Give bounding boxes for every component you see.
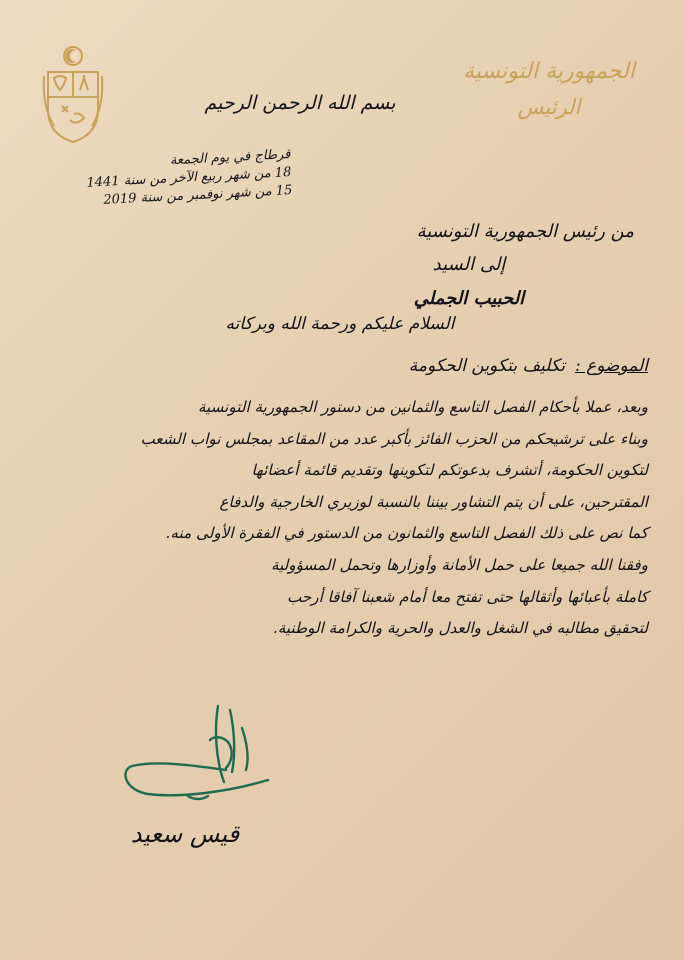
body-line: المقترحين، على أن يتم التشاور بيننا بالنسبة لوزيري الخارجية والدفاع	[219, 492, 648, 511]
subject-label: الموضوع :	[574, 356, 648, 376]
letterhead-country: الجمهورية التونسية	[463, 59, 635, 84]
date-place-day: قرطاج في يوم الجمعة	[169, 146, 291, 169]
subject-text: تكليف بتكوين الحكومة	[408, 356, 565, 376]
letterhead	[454, 58, 644, 122]
body-line: كاملة بأعبائها وأثقالها حتى تفتح معا أمام شعبنا آفاقا أرحب	[286, 587, 648, 606]
subject-line	[288, 356, 648, 376]
address-to: إلى السيد	[432, 254, 506, 275]
address-from: من رئيس الجمهورية التونسية	[416, 221, 634, 242]
coat-of-arms-emblem	[40, 42, 106, 146]
date-gregorian: 15 من شهر نوفمبر من سنة 2019	[103, 182, 293, 208]
body-line: وبناء على ترشيحكم من الحزب الفائز بأكبر عدد من المقاعد بمجلس نواب الشعب	[140, 429, 648, 448]
handwritten-signature	[118, 700, 278, 810]
body-line: وفقنا الله جميعا على حمل الأمانة وأوزارها وتحمل المسؤولية	[270, 555, 648, 574]
body-line: كما نص على ذلك الفصل التاسع والثمانون من الدستور في الفقرة الأولى منه.	[165, 524, 648, 543]
address-block	[304, 216, 634, 316]
body-line: لتكوين الحكومة، أتشرف بدعوتكم لتكوينها وتقديم قائمة أعضائها	[251, 461, 648, 480]
letter-body	[42, 392, 648, 645]
date-hijri: 18 من شهر ربيع الآخر من سنة 1441	[86, 164, 292, 191]
body-line: وبعد، عملا بأحكام الفصل التاسع والثمانين من دستور الجمهورية التونسية	[197, 398, 648, 416]
signer-name: قيس سعيد	[130, 820, 240, 848]
address-name: الحبيب الجملي	[413, 288, 525, 309]
basmala: بسم الله الرحمن الرحيم	[204, 92, 396, 114]
greeting: السلام عليكم ورحمة الله وبركاته	[225, 314, 455, 334]
body-line: لتحقيق مطالبه في الشغل والعدل والحرية والكرامة الوطنية.	[272, 619, 648, 638]
date-block	[40, 146, 292, 213]
letterhead-office: الرئيس	[517, 95, 581, 119]
